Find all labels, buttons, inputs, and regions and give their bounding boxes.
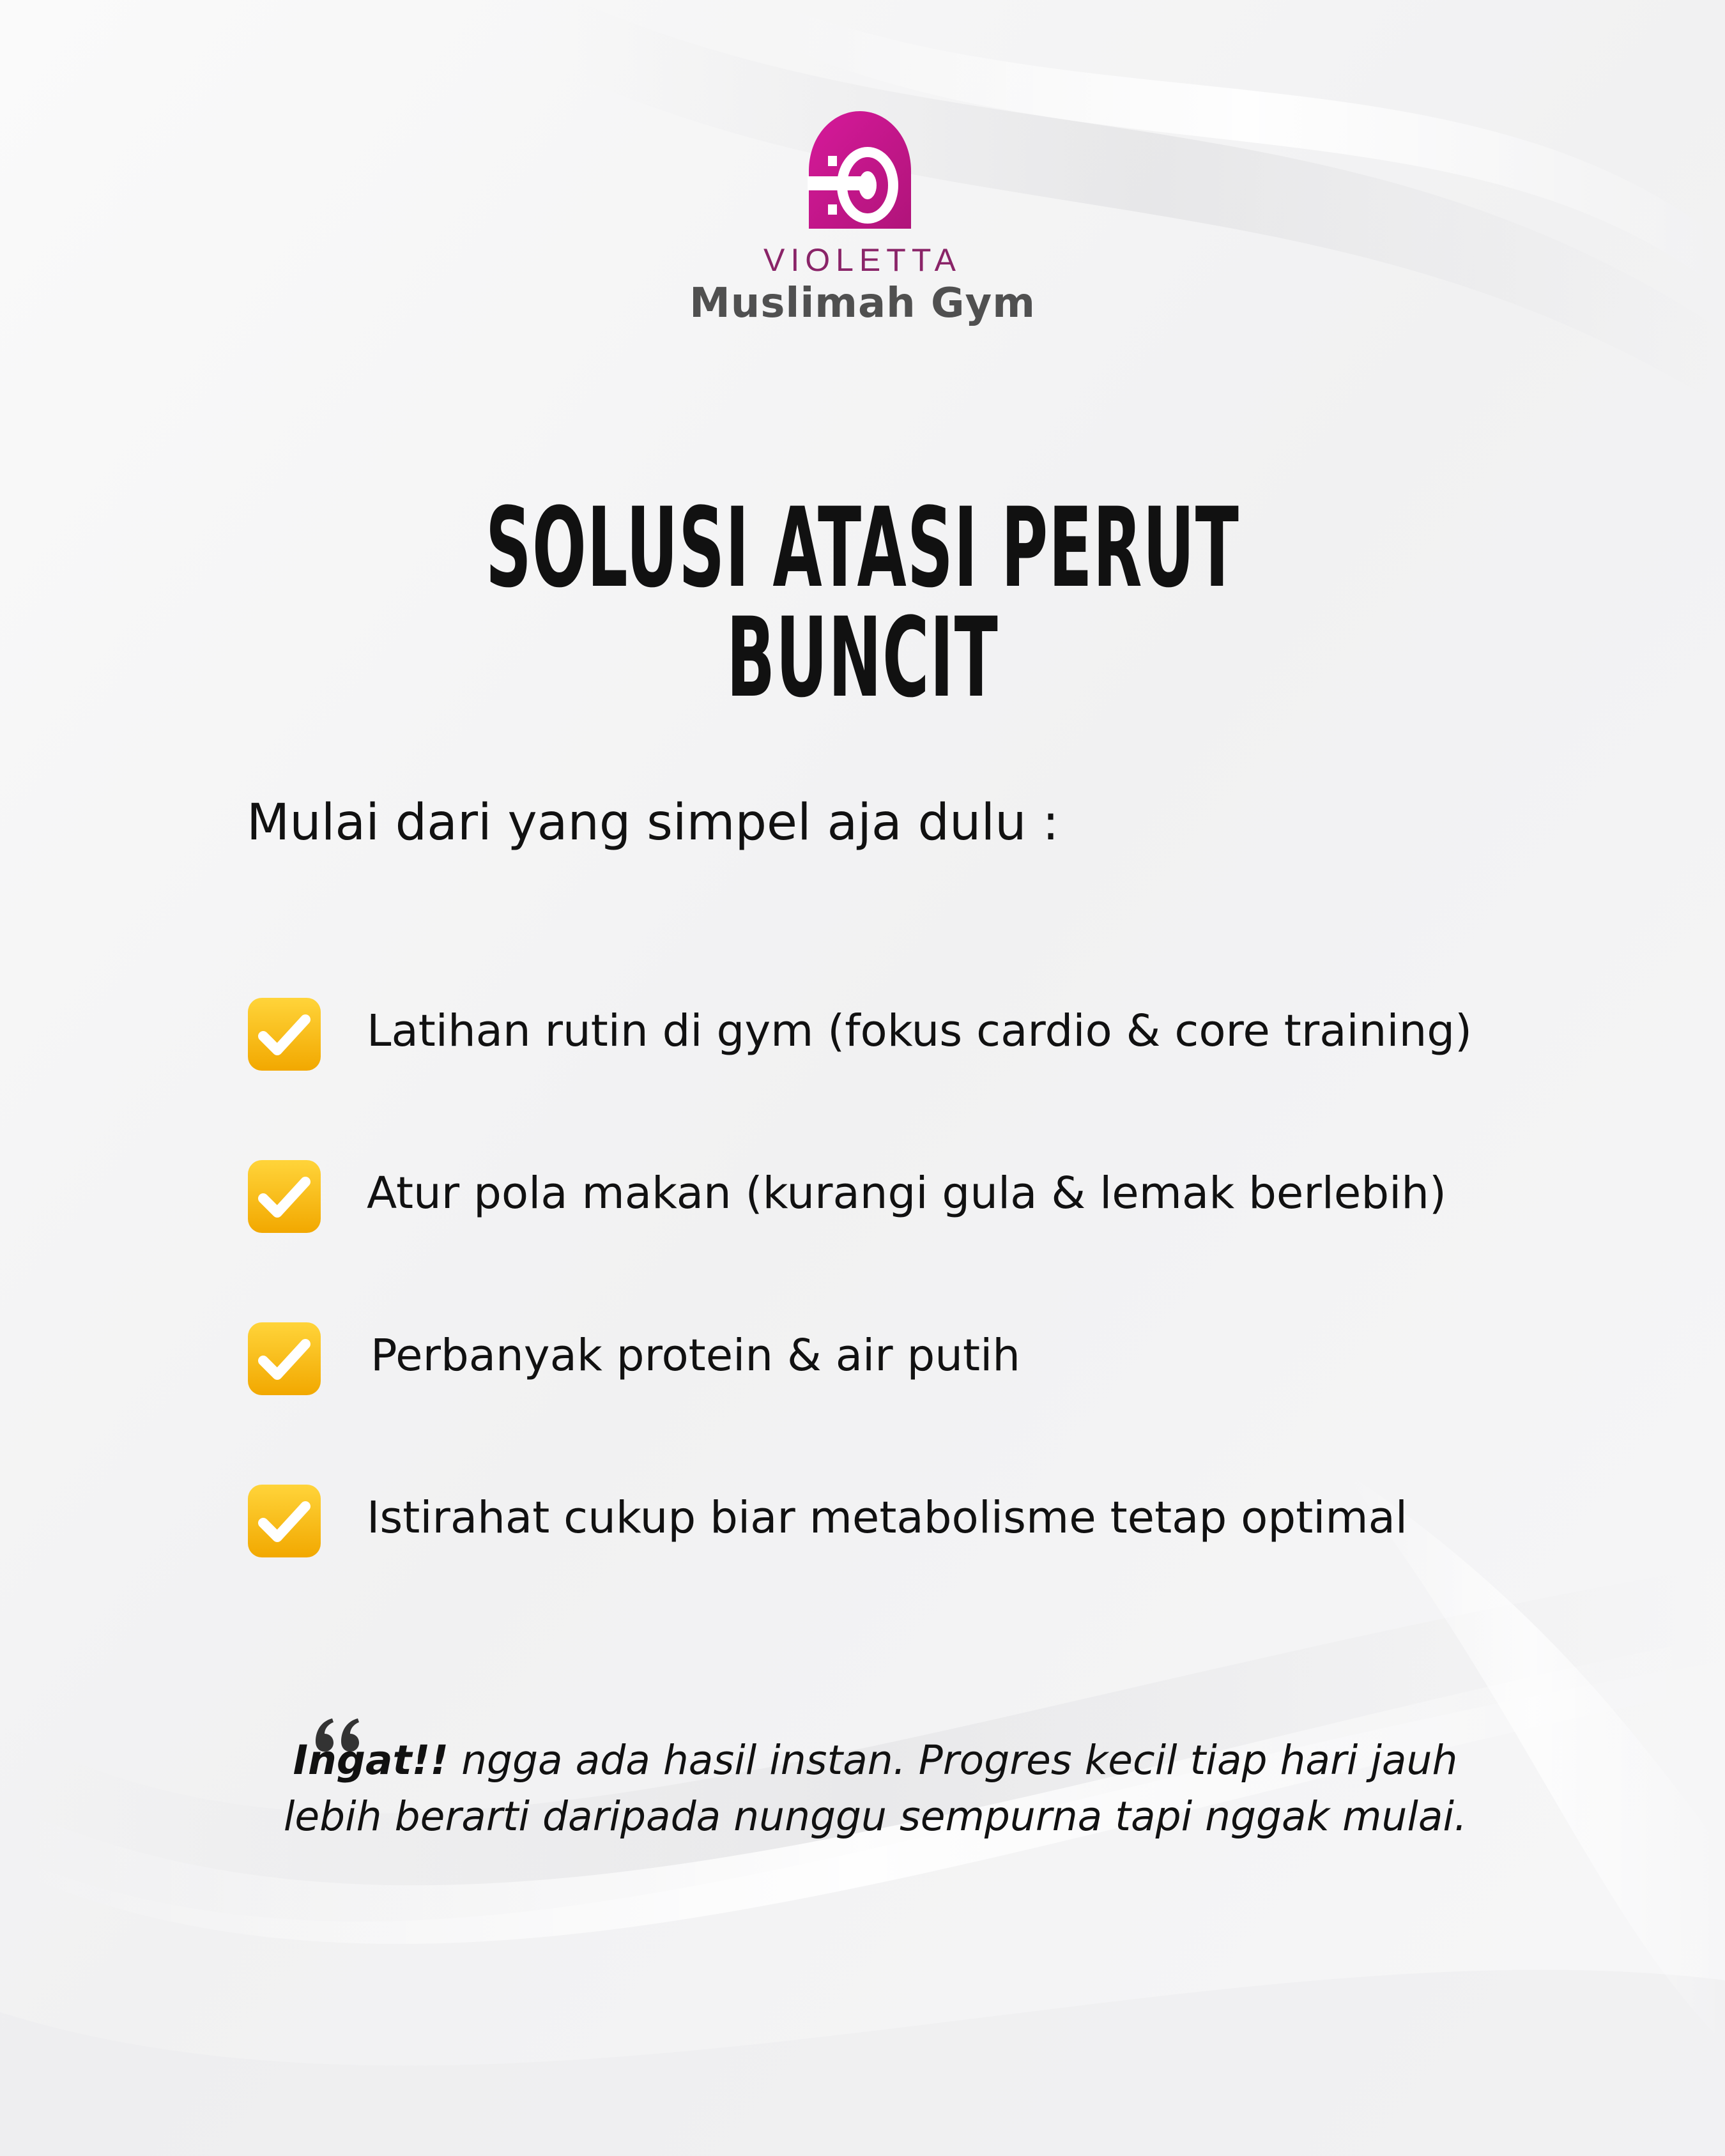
checklist-item-label: Istirahat cukup biar metabolisme tetap optimal	[367, 1492, 1408, 1543]
quote-emphasis: Ingat!!	[293, 1737, 449, 1784]
checklist-item-label: Latihan rutin di gym (fokus cardio & core training)	[367, 1005, 1473, 1057]
intro-text: Mulai dari yang simpel aja dulu :	[247, 794, 1059, 852]
checklist-item-label: Atur pola makan (kurangi gula & lemak berlebih)	[367, 1168, 1446, 1219]
page-title: SOLUSI ATASI PERUT BUNCIT	[485, 484, 1240, 722]
checkbox-checked-icon	[247, 1159, 322, 1234]
dumbbell-plate-logo-icon	[805, 110, 915, 230]
checkbox-checked-icon	[247, 1483, 322, 1559]
checklist-item-label: Perbanyak protein & air putih	[371, 1330, 1020, 1381]
motivational-quote	[281, 1732, 1469, 1845]
checkbox-checked-icon	[247, 997, 322, 1072]
brand-name-bottom: Muslimah Gym	[689, 280, 1036, 327]
brand-name-top: VIOLETTA	[763, 242, 962, 278]
quote-text: ngga ada hasil instan. Progres kecil tiap hari jauh lebih berarti daripada nunggu sempurna tapi nggak mulai.	[283, 1737, 1468, 1840]
checkbox-checked-icon	[247, 1321, 322, 1396]
